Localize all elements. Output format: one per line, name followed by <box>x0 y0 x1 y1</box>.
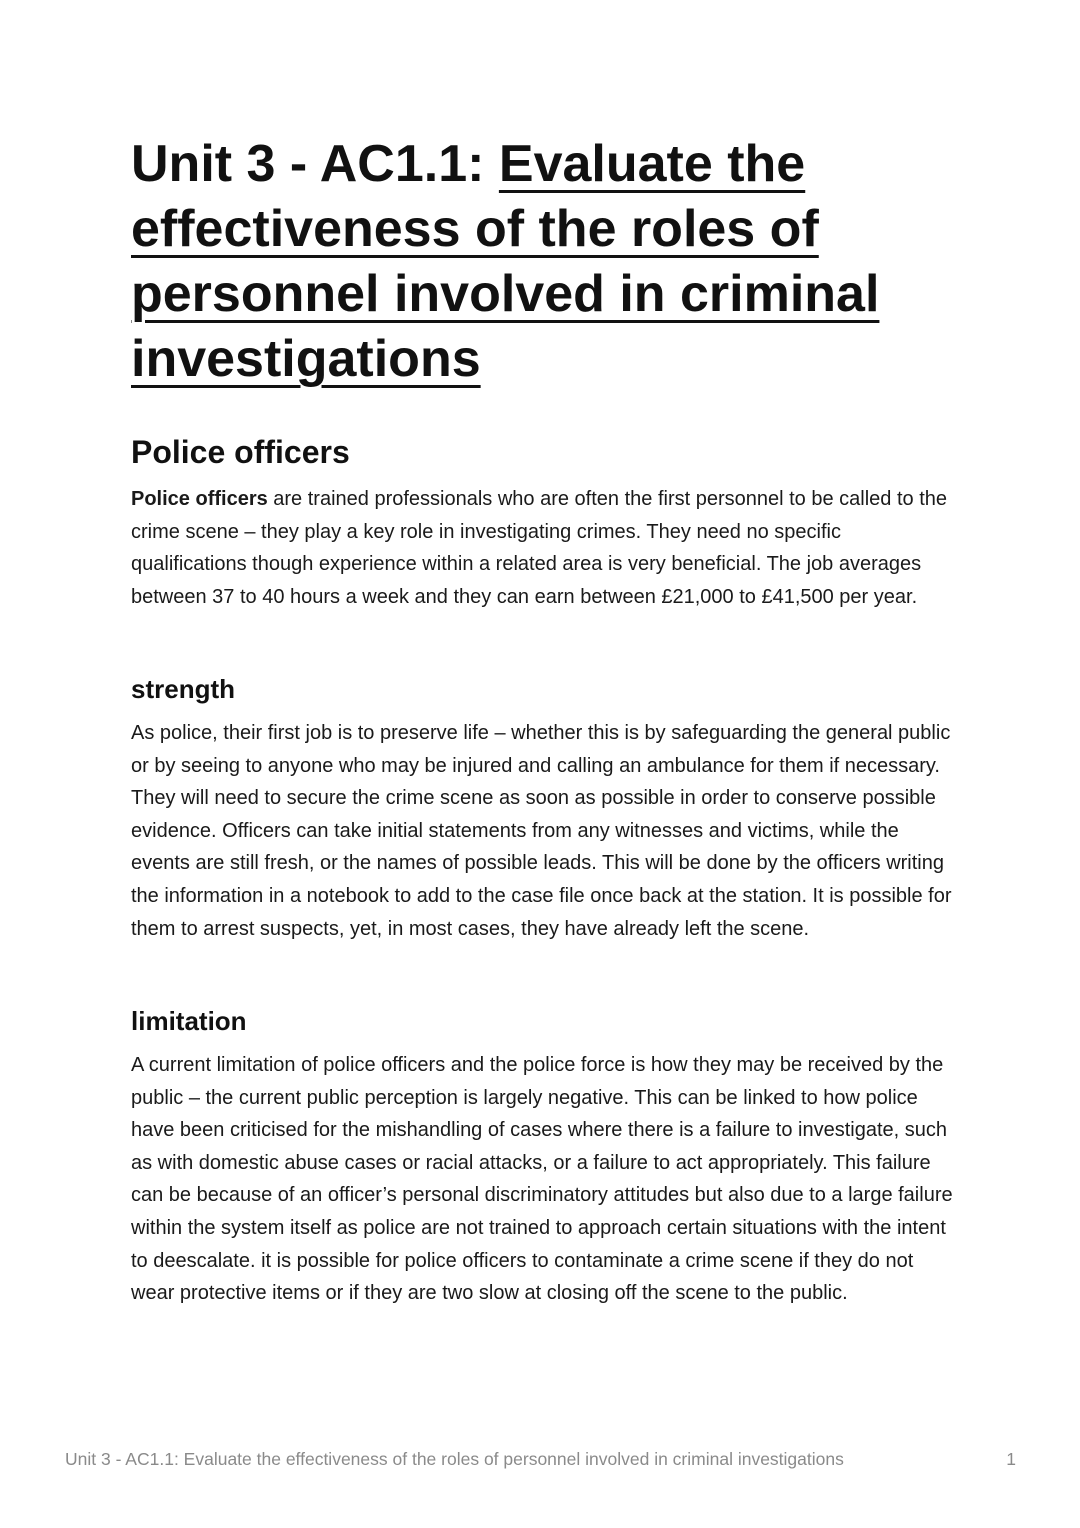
paragraph-limitation: A current limitation of police officers and the police force is how they may be received by the public – the current public perception is largely negative. This can be linked to how police have been criticised for the mishandling of cases where there is a failure to investigate, such as with domestic abuse cases or racial attacks, or a failure to act appropriately. This failure can be because of an officer’s personal discriminatory attitudes but also due to a large failure within the system itself as police are not trained to approach certain situations with the intent to deescalate. it is possible for police officers to contaminate a crime scene if they do not wear protective items or if they are two slow at closing off the scene to the public. <box>131 1054 953 1305</box>
section-limitation <box>131 1004 961 1310</box>
section-police-officers <box>131 432 961 613</box>
title-prefix: Unit 3 - AC1.1: <box>131 135 499 193</box>
bold-lead-police: Police officers <box>131 488 268 510</box>
title-underlined: Evaluate the effectiveness of the roles of personnel involved in criminal investigations <box>131 135 880 388</box>
paragraph-police-body: are trained professionals who are often the first personnel to be called to the crime scene – they play a key role in investigating crimes. They need no specific qualifications though experience within a related area is very beneficial. The job averages between 37 to 40 hours a week and they can earn between £21,000 to £41,500 per year. <box>131 488 948 608</box>
section-strength <box>131 672 961 945</box>
section-heading-strength: strength <box>131 674 235 704</box>
section-heading-limitation: limitation <box>131 1006 247 1036</box>
footer-title: Unit 3 - AC1.1: Evaluate the effectiveness of the roles of personnel involved in criminal investigations <box>65 1449 844 1469</box>
page-footer <box>65 1446 1020 1474</box>
page-title <box>131 132 961 392</box>
section-heading-police: Police officers <box>131 434 350 470</box>
paragraph-strength: As police, their first job is to preserve life – whether this is by safeguarding the general public or by seeing to anyone who may be injured and calling an ambulance for them if necessary. They will need to secure the crime scene as soon as possible in order to conserve possible evidence. Officers can take initial statements from any witnesses and victims, while the events are still fresh, or the names of possible leads. This will be done by the officers writing the information in a notebook to add to the case file once back at the station. It is possible for them to arrest suspects, yet, in most cases, they have already left the scene. <box>131 722 952 940</box>
paragraph-police <box>131 483 961 613</box>
page-number: 1 <box>1006 1449 1016 1469</box>
